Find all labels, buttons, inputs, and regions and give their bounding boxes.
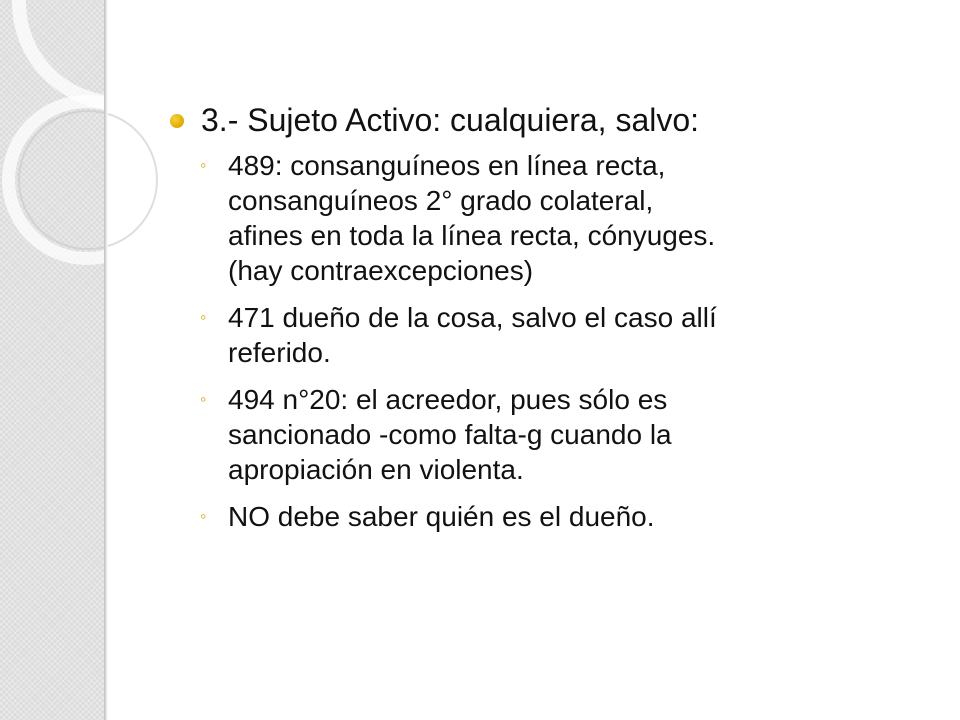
sub-bullet-text: NO debe saber quién es el dueño. — [228, 501, 655, 532]
circle-bullet-icon: ◦ — [200, 307, 207, 327]
bullet-dot-icon — [170, 114, 184, 128]
main-bullet-item — [170, 100, 910, 140]
list-item — [200, 148, 910, 288]
circle-bullet-icon: ◦ — [200, 506, 207, 526]
decorative-ring-top — [12, 0, 227, 110]
list-item — [200, 499, 910, 534]
sub-bullet-list — [170, 148, 910, 534]
main-bullet-text: 3.- Sujeto Activo: cualquiera, salvo: — [201, 102, 700, 138]
slide-content — [170, 100, 910, 546]
circle-bullet-icon: ◦ — [200, 155, 207, 175]
sub-bullet-text: 494 n°20: el acreedor, pues sólo es sancionado -como falta-g cuando la apropiación en violenta. — [228, 384, 672, 485]
sub-bullet-text: 471 dueño de la cosa, salvo el caso allí referido. — [228, 302, 717, 368]
circle-bullet-icon: ◦ — [200, 389, 207, 409]
list-item — [200, 300, 910, 370]
decorative-ring-inner — [18, 110, 158, 250]
side-panel-edge — [104, 0, 108, 720]
list-item — [200, 382, 910, 487]
sub-bullet-text: 489: consanguíneos en línea recta, consanguíneos 2° grado colateral, afines en toda la línea recta, cónyuges. (hay contraexcepciones) — [228, 150, 716, 286]
decorative-side-panel — [0, 0, 104, 720]
